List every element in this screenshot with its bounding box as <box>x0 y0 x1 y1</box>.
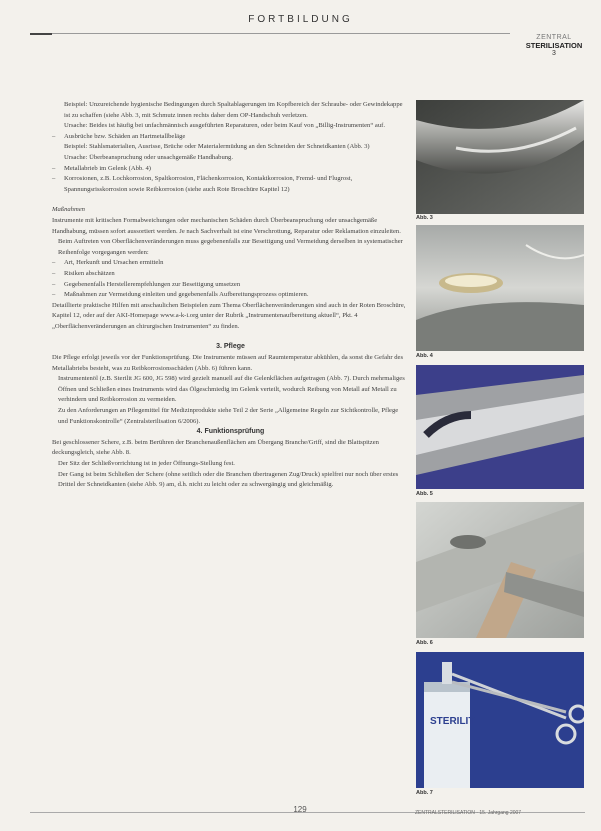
defect-list <box>52 132 409 196</box>
list-item: – Gegebenenfalls Herstellerempfehlungen zur Beseitigung umsetzen <box>52 280 409 291</box>
paragraph: Ursache: Beides ist häufig bei unfachmännisch ausgeführten Reparaturen, oder beim Kauf von „Billig-Instrumenten“ auf. <box>64 122 385 130</box>
list-item: – Art, Herkunft und Ursachen ermitteln <box>52 258 409 269</box>
header-rule <box>30 33 510 34</box>
paragraph: Instrumentenöl (z.B. Sterilit JG 600, JG 598) wird gezielt manuell auf die Gelenkflächen aufgetragen (Abb. 7). Durch mehrmaliges Öffnen und Schließen eines Instruments wird das Ölgeschmiedig im Gelenk verteilt, wodurch Reibung von Metall auf Metall zu verhindern und Reibkorrosion zu vermeiden. <box>58 375 405 404</box>
figure-abb4-joint-wear-photo <box>416 225 584 351</box>
paragraph: Beim Auftreten von Oberflächenveränderungen muss gegebenenfalls zur Beseitigung und Vermeidung derselben in systematischer Reihenfolge vorgegangen werden: <box>58 238 403 256</box>
paragraph: Der Sitz der Schließvorrichtung ist in jeder Öffnungs-Stellung fest. <box>58 460 235 467</box>
journal-logo-top: ZENTRAL <box>536 34 572 41</box>
list-item-title: – Ausbrüche bzw. Schäden an Hartmetallbeläge <box>64 132 186 140</box>
journal-logo: STERILISATION <box>525 41 583 50</box>
paragraph: Die Pflege erfolgt jeweils vor der Funktionsprüfung. Die Instrumente müssen auf Raumtemperatur abkühlen, da sonst die Gefahr des Metallabriebs besteht, was zu Reibkorrosionsschäden (Abb. 6) führen kann. <box>52 354 404 372</box>
paragraph: Zu den Anforderungen an Pflegemittel für Medizinprodukte siehe Teil 2 der Serie „Allgemeine Regeln zur Sichtkontrolle, Pflege und Funktionskontrolle“ (Zentralsterilisation 6/2006). <box>58 407 399 425</box>
figure-abb5-blade-damage-photo <box>416 365 584 489</box>
section-heading-care: 3. Pflege <box>216 343 245 351</box>
page-number: 129 <box>293 805 307 814</box>
figure-caption: Abb. 7 <box>416 790 433 796</box>
paragraph: Instrumente mit kritischen Formabweichungen oder mechanischen Schäden durch Überbeanspruchung oder unsachgemäße Handhabung, müssen sofort aussortiert werden. Je nach Sachverhalt ist eine Verschrottung, Reparatur oder Reklamation einzuleiten. <box>52 216 401 235</box>
figure-abb3-scissor-blade-photo <box>416 100 584 214</box>
figure-caption: Abb. 3 <box>416 215 433 221</box>
paragraph: Der Gang ist beim Schließen der Schere (ohne seitlich oder die Branchen übertragenen Zug/Druck) spielfrei nur noch über erstes Drittel der Schneidkanten (siehe Abb. 9) am, d.h. nicht zu leicht oder zu schwergängig und gleichmäßig. <box>58 470 399 489</box>
figure-abb7-oiling-scissors-photo <box>416 652 584 788</box>
article-body <box>52 100 409 491</box>
figure-caption: Abb. 6 <box>416 640 433 646</box>
running-header: FORTBILDUNG <box>248 14 353 25</box>
figure-caption: Abb. 4 <box>416 353 433 359</box>
measures-list <box>52 258 409 300</box>
figure-abb6-friction-corrosion-photo <box>416 502 584 638</box>
section-heading-function-test: 4. Funktionsprüfung <box>196 428 265 436</box>
list-item-cause: Ursache: Überbeanspruchung oder unsachgemäße Handhabung. <box>64 153 233 161</box>
list-item: – Korrosionen, z.B. Lochkorrosion, Spaltkorrosion, Flächenkorrosion, Kontaktkorrosion, Fremd- und Flugrost, Spannungsrisskorrosion sowie Reibkorrosion (siehe auch Rote Broschüre Kapitel 12) <box>52 174 409 195</box>
bottle-label: STERILIT <box>430 716 475 727</box>
list-item-example: Beispiel: Stahlsmaterialien, Ausrisse, Brüche oder Materialermüdung an den Schneiden der Schneidkanten (Abb. 3) <box>64 143 370 151</box>
subheading-measures: Maßnahmen <box>52 206 85 214</box>
list-item: – Metallabrieb im Gelenk (Abb. 4) <box>52 164 409 175</box>
paragraph: Beispiel: Unzureichende hygienische Bedingungen durch Spaltablagerungen im Kopfbereich der Schraube- oder Gewindekappe ist zu schaffen (siehe Abb. 3, mit Schmutz innen rechts daher dem OP-Handschuh verletzen. <box>64 101 403 119</box>
figure-caption: Abb. 5 <box>416 491 433 497</box>
list-item <box>52 132 409 164</box>
paragraph: Bei geschlossener Schere, z.B. beim Berühren der Branchenaußenflächen am Übergang Branche/Griff, sind die Blattspitzen deckungsgleich, siehe Abb. 8. <box>52 438 379 457</box>
journal-logo-number: 3 <box>552 50 556 57</box>
footer-journal-info: ZENTRALSTERILISATION · 15. Jahrgang 2007 <box>415 810 522 816</box>
list-item: – Risiken abschätzen <box>52 269 409 280</box>
list-item: – Maßnahmen zur Vermeidung einleiten und gegebenenfalls Aufbereitungsprozess optimieren. <box>52 290 409 301</box>
header-rule-accent <box>30 33 52 35</box>
paragraph: Detaillierte praktische Hilfen mit anschaulichen Beispielen zum Thema Oberflächenveränderungen sind auch in der Roten Broschüre, Kapitel 12, oder auf der AKI-Homepage www.a-k-i.org unter der Rubrik „Instrumentenaufbereitung aktuell“, Pkt. 4 „Oberflächenveränderungen an chirurgischen Instrumenten“ zu finden. <box>52 301 406 330</box>
